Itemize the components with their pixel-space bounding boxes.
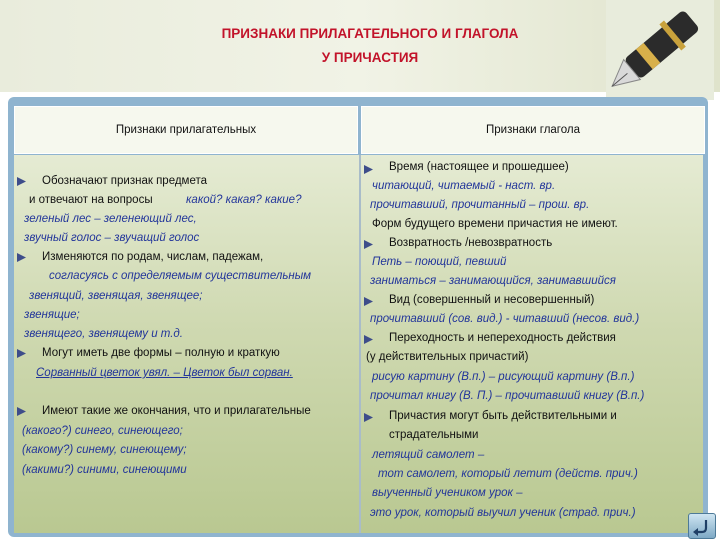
right-line-18: выученный учеником урок – [372,487,523,499]
arrow-bullet-icon [17,349,26,358]
arrow-bullet-icon [364,240,373,249]
left-line-3: какой? какая? какие? [186,194,302,206]
left-line-8: звенящий, звенящая, звенящее; [29,290,203,302]
arrow-bullet-icon [17,407,26,416]
column-header-adjective: Признаки прилагательных [14,106,358,154]
left-line-15: (какому?) синему, синеющему; [22,444,187,456]
left-line-14: (какого?) синего, синеющего; [22,425,183,437]
right-line-17: тот самолет, который летит (действ. прич.) [378,468,638,480]
right-line-14: Причастия могут быть действительными и [389,410,617,422]
right-line-3: прочитавший, прочитанный – прош. вр. [370,199,590,211]
right-line-15: страдательными [389,429,479,441]
right-line-19: это урок, который выучил ученик (страд. прич.) [370,507,636,519]
right-line-4: Форм будущего времени причастия не имеют. [372,218,618,230]
arrow-bullet-icon [17,177,26,186]
right-line-12: рисую картину (В.п.) – рисующий картину (В.п.) [372,371,635,383]
left-line-9: звенящие; [24,309,80,321]
left-line-2: и отвечают на вопросы [29,194,153,206]
left-line-7: согласуясь с определяемым существительным [49,270,312,282]
left-line-16: (какими?) синими, синеющими [22,464,187,476]
left-line-12: Сорванный цветок увял. – Цветок был сорван. [36,367,293,379]
column-divider [359,155,361,533]
right-line-11: (у действительных причастий) [366,351,529,363]
title-line-1: ПРИЗНАКИ ПРИЛАГАТЕЛЬНОГО И ГЛАГОЛА [221,26,519,41]
left-line-1: Обозначают признак предмета [42,175,208,187]
left-line-10: звенящего, звенящему и т.д. [24,328,183,340]
arrow-bullet-icon [364,335,373,344]
right-line-5: Возвратность /невозвратность [389,237,553,249]
right-line-9: прочитавший (сов. вид.) - читавший (несов. вид.) [370,313,640,325]
return-arrow-icon [689,514,715,538]
left-line-13: Имеют такие же окончания, что и прилагательные [42,405,311,417]
right-line-7: заниматься – занимающийся, занимавшийся [370,275,616,287]
page-title [120,22,620,70]
column-header-verb: Признаки глагола [361,106,705,154]
right-line-10: Переходность и непереходность действия [389,332,616,344]
left-line-6: Изменяются по родам, числам, падежам, [42,251,264,263]
left-line-5: звучный голос – звучащий голос [24,232,200,244]
right-line-8: Вид (совершенный и несовершенный) [389,294,595,306]
arrow-bullet-icon [364,297,373,306]
arrow-bullet-icon [364,413,373,422]
right-line-13: прочитал книгу (В. П.) – прочитавший книгу (В.п.) [370,390,645,402]
right-line-6: Петь – поющий, певший [372,256,507,268]
left-line-4: зеленый лес – зеленеющий лес, [24,213,197,225]
fountain-pen-icon [606,0,714,100]
right-line-1: Время (настоящее и прошедшее) [389,161,569,173]
left-line-11: Могут иметь две формы – полную и краткую [42,347,280,359]
title-line-2: У ПРИЧАСТИЯ [321,50,419,65]
right-line-16: летящий самолет – [372,449,485,461]
arrow-bullet-icon [364,165,373,174]
arrow-bullet-icon [17,253,26,262]
right-line-2: читающий, читаемый - наст. вр. [372,180,556,192]
return-button[interactable] [688,513,716,539]
